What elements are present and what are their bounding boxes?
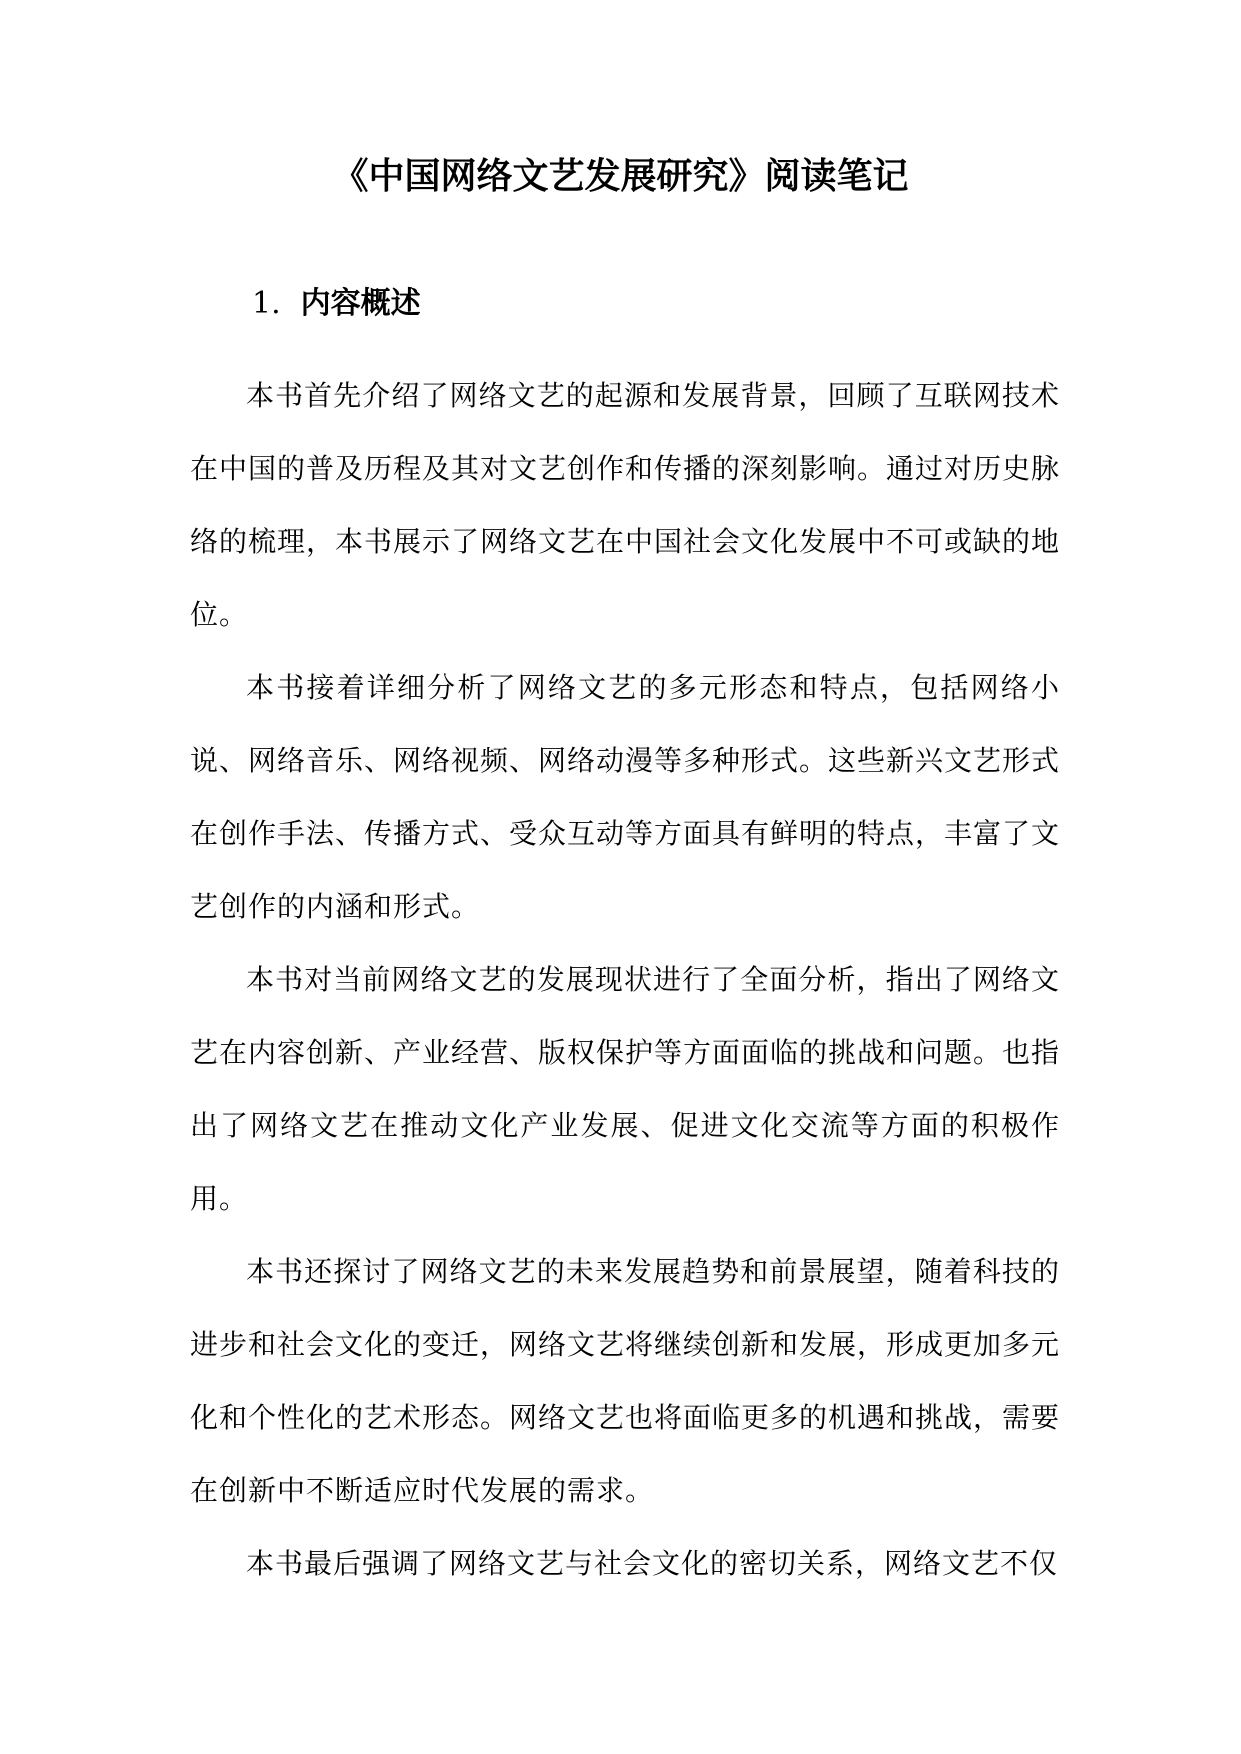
paragraph-conclusion: 本书最后强调了网络文艺与社会文化的密切关系，网络文艺不仅 (246, 1547, 1059, 1580)
section-number: 1. (252, 286, 281, 321)
paragraph-forms: 本书接着详细分析了网络文艺的多元形态和特点，包括网络小说、网络音乐、网络视频、网络动漫等多种形式。这些新兴文艺形式在创作手法、传播方式、受众互动等方面具有鲜明的特点，丰富了文艺创作的内涵和形式。 (190, 671, 1061, 923)
section-title: 内容概述 (300, 286, 421, 321)
paragraph-origin: 本书首先介绍了网络文艺的起源和发展背景，回顾了互联网技术在中国的普及历程及其对文艺创作和传播的深刻影响。通过对历史脉络的梳理，本书展示了网络文艺在中国社会文化发展中不可或缺的地位。 (190, 379, 1061, 631)
document-title: 《中国网络文艺发展研究》阅读笔记 (332, 155, 909, 197)
section-body (190, 359, 1060, 1600)
section-heading (252, 279, 421, 329)
paragraph-future: 本书还探讨了网络文艺的未来发展趋势和前景展望，随着科技的进步和社会文化的变迁，网络文艺将继续创新和发展，形成更加多元化和个性化的艺术形态。网络文艺也将面临更多的机遇和挑战，需要在创新中不断适应时代发展的需求。 (190, 1255, 1061, 1507)
paragraph-status: 本书对当前网络文艺的发展现状进行了全面分析，指出了网络文艺在内容创新、产业经营、版权保护等方面面临的挑战和问题。也指出了网络文艺在推动文化产业发展、促进文化交流等方面的积极作用。 (190, 963, 1061, 1215)
